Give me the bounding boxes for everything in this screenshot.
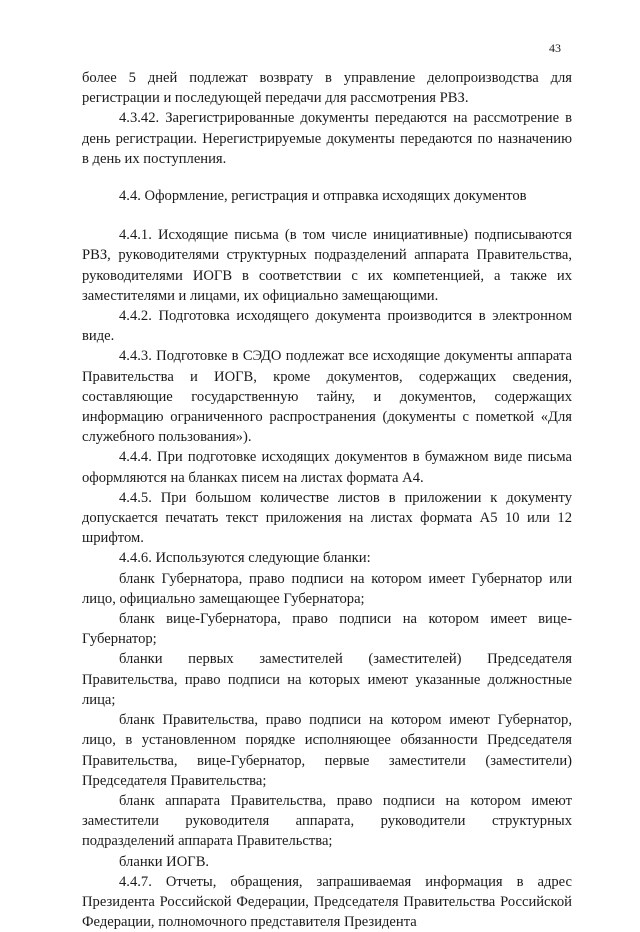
paragraph: 4.4.2. Подготовка исходящего документа производится в электронном виде. — [82, 308, 572, 345]
list-item: бланк Правительства, право подписи на котором имеют Губернатор, лицо, в установленном порядке исполняющее обязанности Председателя Правительства, вице-Губернатор, первые заместители (заместители) Председателя Правительства; — [82, 712, 572, 789]
page-number: 43 — [549, 41, 561, 55]
list-item: бланк вице-Губернатора, право подписи на котором имеет вице-Губернатор; — [82, 611, 572, 648]
paragraph: 4.3.42. Зарегистрированные документы передаются на рассмотрение в день регистрации. Нерегистрируемые документы передаются по назначению в день их поступления. — [82, 110, 572, 167]
list-item: бланки первых заместителей (заместителей) Председателя Правительства, право подписи на которых имеют указанные должностные лица; — [82, 651, 572, 708]
paragraph: 4.4.6. Используются следующие бланки: — [119, 550, 371, 567]
paragraph: 4.4.5. При большом количестве листов в приложении к документу допускается печатать текст приложения на листах формата А5 10 или 12 шрифтом. — [82, 489, 572, 547]
document-body — [82, 68, 572, 932]
list-item: бланки ИОГВ. — [119, 853, 210, 870]
list-item: бланк аппарата Правительства, право подписи на котором имеют заместители руководителя аппарата, руководители структурных подразделений аппарата Правительства; — [82, 792, 572, 850]
paragraph: более 5 дней подлежат возврату в управление делопроизводства для регистрации и последующей передачи для рассмотрения РВЗ. — [82, 70, 572, 107]
paragraph: 4.4.3. Подготовке в СЭДО подлежат все исходящие документы аппарата Правительства и ИОГВ, кроме документов, содержащих сведения, составляющие государственную тайну, и документов, содержащих информацию ограниченного распространения (документы с пометкой «Для служебного пользования»). — [82, 348, 572, 446]
paragraph: 4.4.4. При подготовке исходящих документов в бумажном виде письма оформляются на бланках писем на листах формата А4. — [82, 449, 572, 486]
paragraph: 4.4.1. Исходящие письма (в том числе инициативные) подписываются РВЗ, руководителями структурных подразделений аппарата Правительства, руководителями ИОГВ в соответствии с их компетенцией, а также их заместителями и лицами, их официально замещающими. — [82, 227, 572, 304]
paragraph: 4.4.7. Отчеты, обращения, запрашиваемая информация в адрес Президента Российской Федерации, Председателя Правительства Российской Федерации, полномочного представителя Президента — [82, 873, 572, 931]
section-heading: 4.4. Оформление, регистрация и отправка исходящих документов — [119, 188, 527, 205]
list-item: бланк Губернатора, право подписи на котором имеет Губернатор или лицо, официально замещающее Губернатора; — [82, 570, 572, 607]
